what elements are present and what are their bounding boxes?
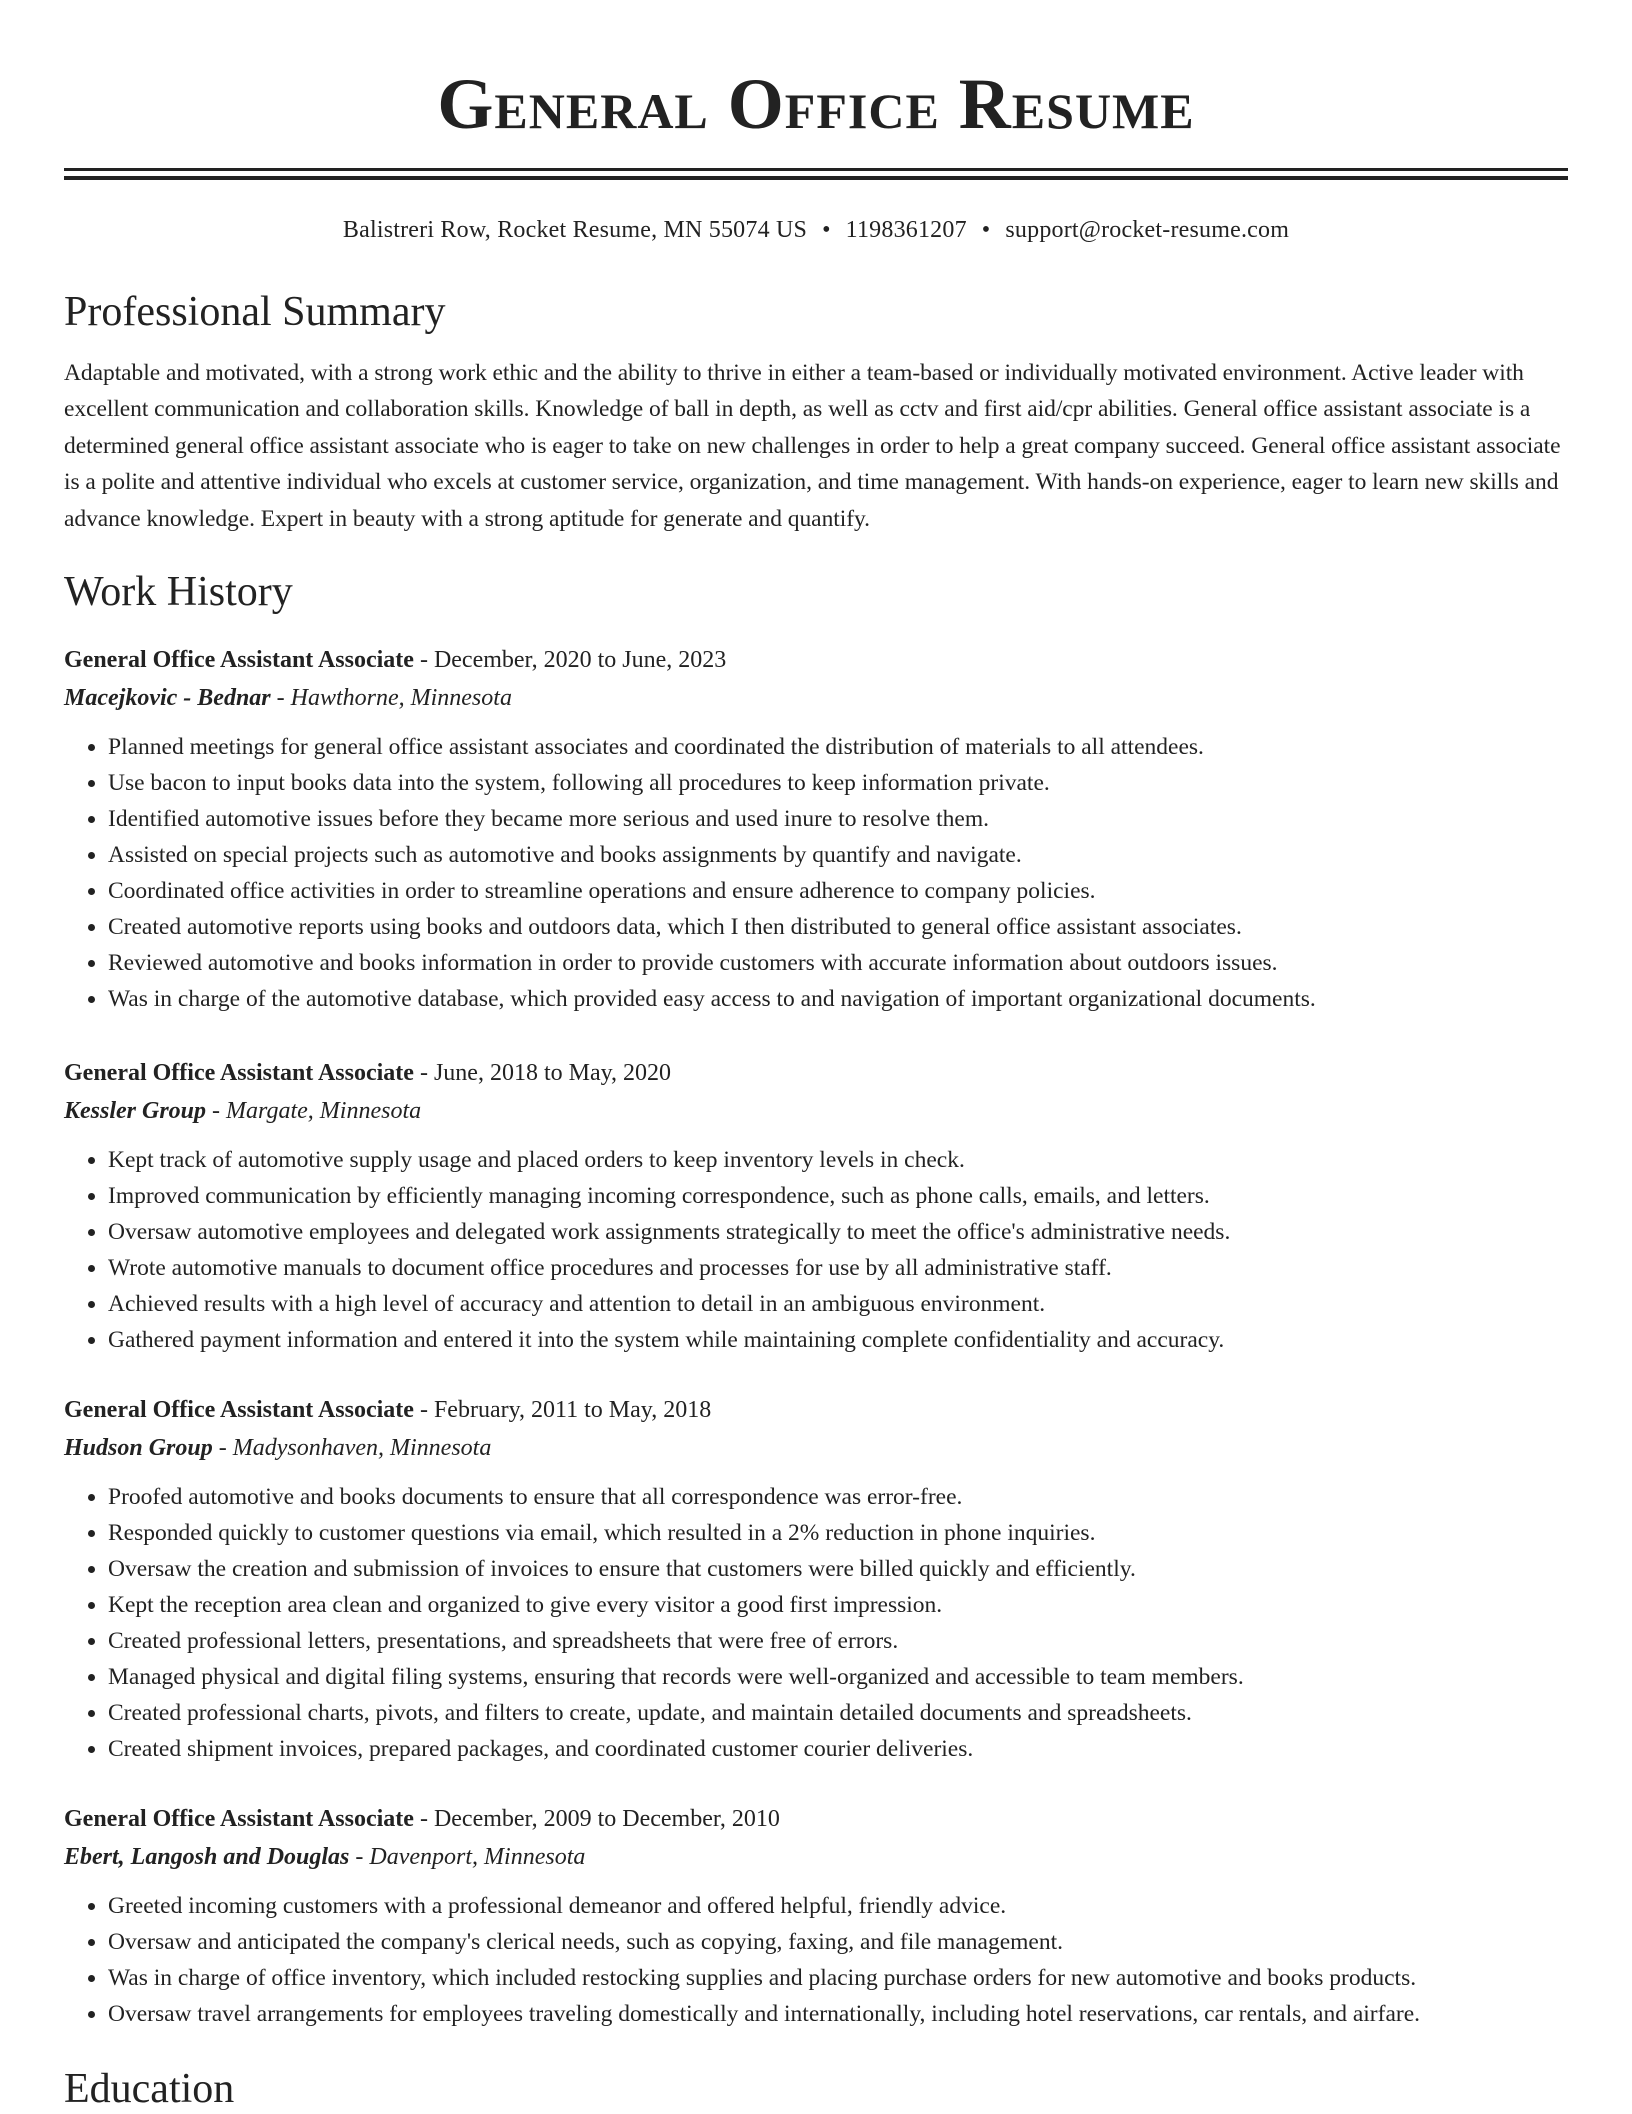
- contact-phone: 1198361207: [845, 217, 967, 243]
- contact-address: Balistreri Row, Rocket Resume, MN 55074 US: [342, 217, 808, 243]
- job-employer: [64, 1429, 1568, 1467]
- job-employer: [64, 679, 1568, 717]
- job-title: General Office Assistant Associate: [64, 1397, 414, 1424]
- education-heading: Education: [64, 2066, 235, 2113]
- job-entry: [64, 641, 1568, 1017]
- duty-item: • Was in charge of the automotive database, which provided easy access to and navigation of important organizational documents.: [108, 981, 1568, 1017]
- job-employer: [64, 1092, 1568, 1130]
- duty-item: • Created professional charts, pivots, and filters to create, update, and maintain detailed documents and spreadsheets.: [108, 1695, 1568, 1731]
- job-entry: [64, 1800, 1568, 2032]
- duty-item: • Gathered payment information and entered it into the system while maintaining complete confidentiality and accuracy.: [108, 1322, 1568, 1358]
- job-company: Hudson Group: [64, 1435, 213, 1462]
- duty-item: • Use bacon to input books data into the system, following all procedures to keep information private.: [108, 765, 1568, 801]
- duty-item: • Coordinated office activities in order to streamline operations and ensure adherence to company policies.: [108, 873, 1568, 909]
- contact-separator: •: [822, 217, 831, 243]
- job-header: [64, 1800, 1568, 1838]
- contact-email: support@rocket-resume.com: [1005, 217, 1290, 243]
- duty-item: • Created professional letters, presentations, and spreadsheets that were free of errors.: [108, 1623, 1568, 1659]
- duty-item: • Created automotive reports using books and outdoors data, which I then distributed to general office assistant associates.: [108, 909, 1568, 945]
- job-location: - Hawthorne, Minnesota: [270, 685, 512, 712]
- work-history-heading: Work History: [64, 569, 293, 616]
- job-duties: [64, 729, 1568, 1017]
- resume-title: General Office Resume: [437, 64, 1195, 144]
- job-dates: - December, 2020 to June, 2023: [413, 647, 727, 674]
- summary-heading: Professional Summary: [64, 289, 446, 335]
- duty-item: • Managed physical and digital filing systems, ensuring that records were well-organized and accessible to team members.: [108, 1659, 1568, 1695]
- duty-item: • Achieved results with a high level of accuracy and attention to detail in an ambiguous environment.: [108, 1286, 1568, 1322]
- job-dates: - February, 2011 to May, 2018: [413, 1397, 712, 1424]
- duty-item: • Assisted on special projects such as automotive and books assignments by quantify and navigate.: [108, 837, 1568, 873]
- job-entry: [64, 1054, 1568, 1358]
- job-duties: [64, 1888, 1568, 2032]
- duty-item: • Proofed automotive and books documents to ensure that all correspondence was error-free.: [108, 1479, 1568, 1515]
- duty-item: • Kept track of automotive supply usage and placed orders to keep inventory levels in check.: [108, 1142, 1568, 1178]
- job-header: [64, 1391, 1568, 1429]
- duty-item: • Oversaw automotive employees and delegated work assignments strategically to meet the office's administrative needs.: [108, 1214, 1568, 1250]
- duty-item: • Created shipment invoices, prepared packages, and coordinated customer courier deliveries.: [108, 1731, 1568, 1767]
- job-duties: [64, 1142, 1568, 1358]
- job-location: - Margate, Minnesota: [206, 1098, 422, 1125]
- job-title: General Office Assistant Associate: [64, 1060, 414, 1087]
- title-divider-bottom: [64, 176, 1568, 180]
- job-company: Macejkovic - Bednar: [64, 685, 271, 712]
- title-divider-top: [64, 168, 1568, 171]
- duty-item: • Was in charge of office inventory, which included restocking supplies and placing purchase orders for new automotive and books products.: [108, 1960, 1568, 1996]
- duty-item: • Identified automotive issues before they became more serious and used inure to resolve them.: [108, 801, 1568, 837]
- job-company: Ebert, Langosh and Douglas: [64, 1844, 350, 1871]
- duty-item: • Wrote automotive manuals to document office procedures and processes for use by all administrative staff.: [108, 1250, 1568, 1286]
- resume-page: [64, 0, 1568, 2114]
- duty-item: • Improved communication by efficiently managing incoming correspondence, such as phone calls, emails, and letters.: [108, 1178, 1568, 1214]
- job-employer: [64, 1838, 1568, 1876]
- duty-item: • Reviewed automotive and books information in order to provide customers with accurate information about outdoors issues.: [108, 945, 1568, 981]
- duty-item: • Oversaw travel arrangements for employees traveling domestically and internationally, including hotel reservations, car rentals, and airfare.: [108, 1996, 1568, 2032]
- job-dates: - June, 2018 to May, 2020: [413, 1060, 672, 1087]
- contact-line: [64, 215, 1568, 245]
- summary-text: Adaptable and motivated, with a strong work ethic and the ability to thrive in either a team-based or individually motivated environment. Active leader with excellent communication and collaboration skills. Knowledge of ball in depth, as well as cctv and first aid/cpr abilities. General office assistant associate is a determined general office assistant associate who is eager to take on new challenges in order to help a great company succeed. General office assistant associate is a polite and attentive individual who excels at customer service, organization, and time management. With hands-on experience, eager to learn new skills and advance knowledge. Expert in beauty with a strong aptitude for generate and quantify.: [64, 360, 1561, 532]
- duty-item: • Oversaw and anticipated the company's clerical needs, such as copying, faxing, and file management.: [108, 1924, 1568, 1960]
- job-dates: - December, 2009 to December, 2010: [413, 1806, 780, 1833]
- job-duties: [64, 1479, 1568, 1767]
- duty-item: • Responded quickly to customer questions via email, which resulted in a 2% reduction in phone inquiries.: [108, 1515, 1568, 1551]
- job-header: [64, 641, 1568, 679]
- duty-item: • Kept the reception area clean and organized to give every visitor a good first impression.: [108, 1587, 1568, 1623]
- job-title: General Office Assistant Associate: [64, 647, 414, 674]
- job-title: General Office Assistant Associate: [64, 1806, 414, 1833]
- duty-item: • Greeted incoming customers with a professional demeanor and offered helpful, friendly advice.: [108, 1888, 1568, 1924]
- job-entry: [64, 1391, 1568, 1767]
- contact-separator: •: [981, 217, 991, 243]
- duty-item: • Planned meetings for general office assistant associates and coordinated the distribution of materials to all attendees.: [108, 729, 1568, 765]
- duty-item: • Oversaw the creation and submission of invoices to ensure that customers were billed quickly and efficiently.: [108, 1551, 1568, 1587]
- job-location: - Davenport, Minnesota: [349, 1844, 586, 1871]
- job-header: [64, 1054, 1568, 1092]
- job-company: Kessler Group: [64, 1098, 207, 1125]
- job-location: - Madysonhaven, Minnesota: [212, 1435, 492, 1462]
